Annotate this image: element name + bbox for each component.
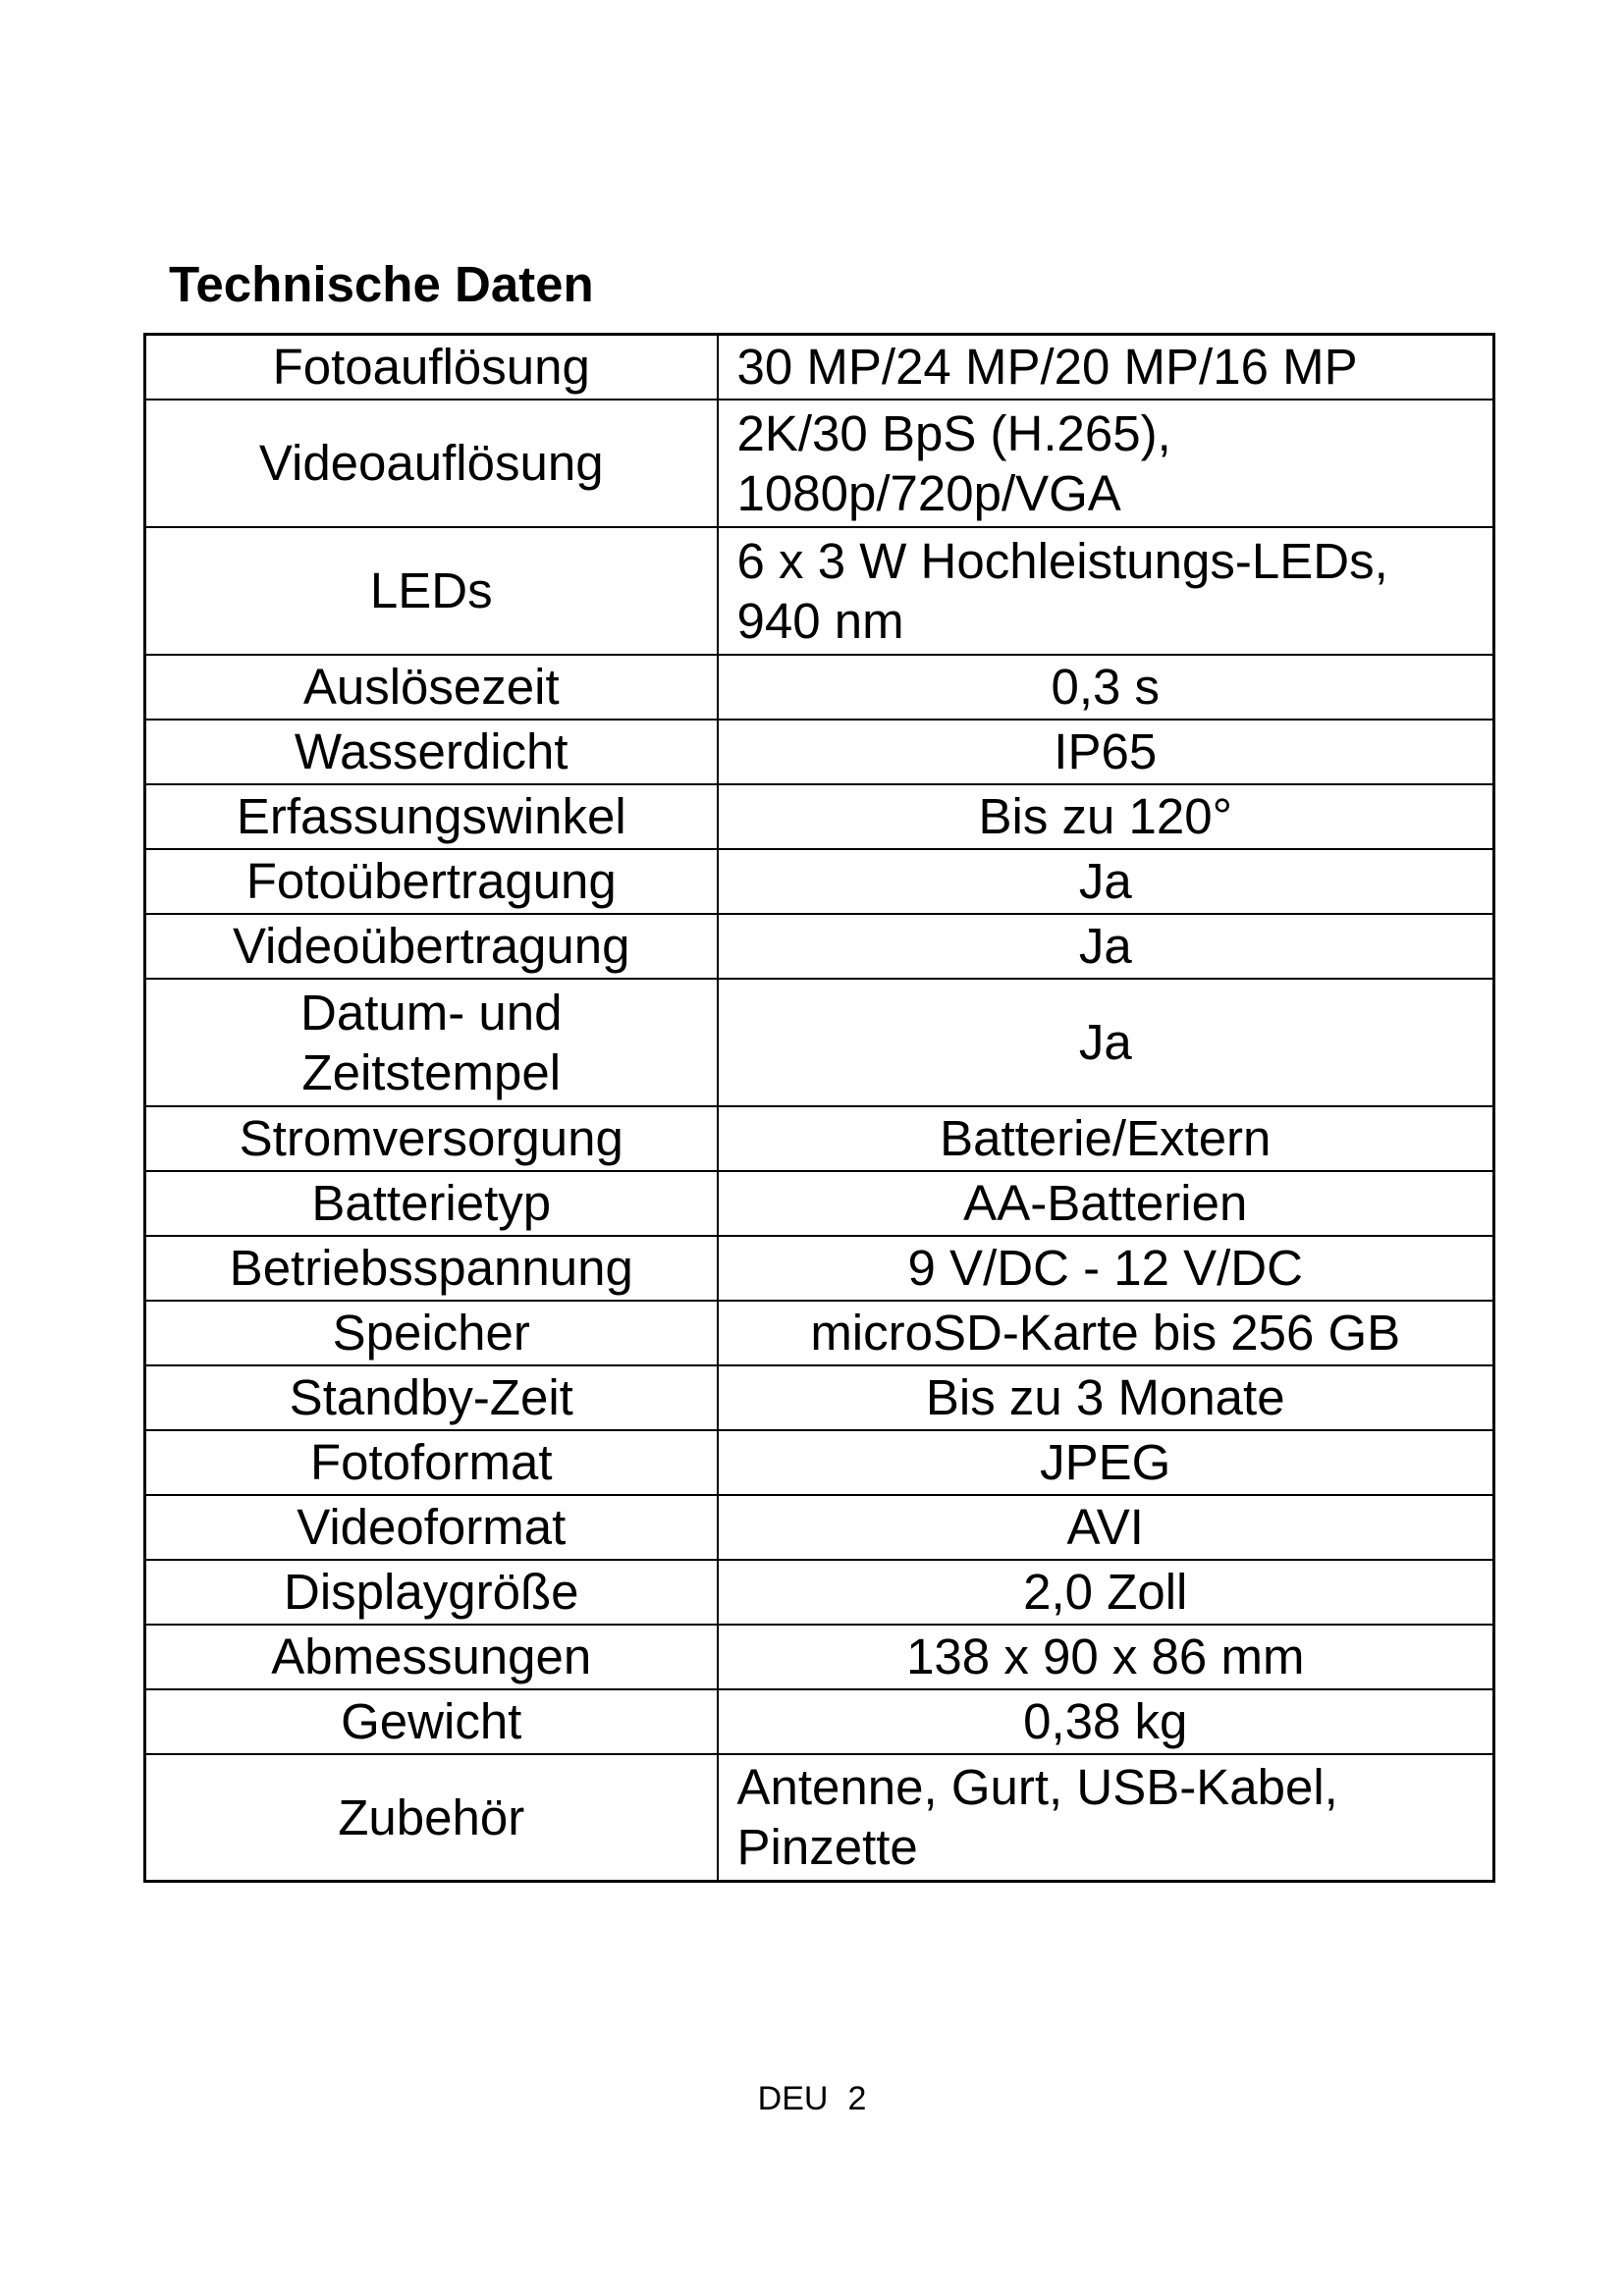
spec-value: AVI xyxy=(718,1495,1494,1560)
table-row xyxy=(145,1430,1494,1495)
spec-value: Ja xyxy=(718,979,1494,1106)
table-row xyxy=(145,1495,1494,1560)
table-row xyxy=(145,1689,1494,1754)
spec-label: Erfassungswinkel xyxy=(145,784,718,849)
spec-label: Abmessungen xyxy=(145,1625,718,1689)
spec-value: IP65 xyxy=(718,720,1494,784)
table-row xyxy=(145,1106,1494,1171)
table-row xyxy=(145,720,1494,784)
spec-value: Ja xyxy=(718,914,1494,979)
spec-label: Datum- und Zeitstempel xyxy=(145,979,718,1106)
spec-value: Batterie/Extern xyxy=(718,1106,1494,1171)
spec-label: Videoauflösung xyxy=(145,400,718,527)
spec-value: Bis zu 120° xyxy=(718,784,1494,849)
table-row xyxy=(145,1236,1494,1301)
spec-label: Batterietyp xyxy=(145,1171,718,1236)
spec-label: Videoformat xyxy=(145,1495,718,1560)
table-row xyxy=(145,979,1494,1106)
spec-label: Wasserdicht xyxy=(145,720,718,784)
spec-label: Stromversorgung xyxy=(145,1106,718,1171)
page-footer xyxy=(0,2079,1624,2118)
page-number: 2 xyxy=(847,2080,867,2117)
table-row xyxy=(145,335,1494,400)
spec-label: Betriebsspannung xyxy=(145,1236,718,1301)
table-row xyxy=(145,1301,1494,1365)
spec-value: Bis zu 3 Monate xyxy=(718,1365,1494,1430)
spec-label: Speicher xyxy=(145,1301,718,1365)
spec-value: Ja xyxy=(718,849,1494,914)
table-row xyxy=(145,1625,1494,1689)
spec-label: Auslösezeit xyxy=(145,655,718,720)
spec-label: LEDs xyxy=(145,527,718,655)
table-row xyxy=(145,527,1494,655)
spec-label: Gewicht xyxy=(145,1689,718,1754)
table-row xyxy=(145,400,1494,527)
spec-label: Displaygröße xyxy=(145,1560,718,1625)
spec-value: 2,0 Zoll xyxy=(718,1560,1494,1625)
spec-value: 0,38 kg xyxy=(718,1689,1494,1754)
spec-value: microSD-Karte bis 256 GB xyxy=(718,1301,1494,1365)
spec-value: 6 x 3 W Hochleistungs-LEDs, 940 nm xyxy=(718,527,1494,655)
table-row xyxy=(145,1754,1494,1882)
spec-table xyxy=(143,333,1495,1883)
spec-label: Fotoformat xyxy=(145,1430,718,1495)
spec-label: Fotoauflösung xyxy=(145,335,718,400)
spec-value: 9 V/DC - 12 V/DC xyxy=(718,1236,1494,1301)
spec-label: Fotoübertragung xyxy=(145,849,718,914)
table-row xyxy=(145,784,1494,849)
table-row xyxy=(145,1365,1494,1430)
spec-value: 2K/30 BpS (H.265), 1080p/720p/VGA xyxy=(718,400,1494,527)
table-row xyxy=(145,655,1494,720)
table-row xyxy=(145,1560,1494,1625)
spec-value: 0,3 s xyxy=(718,655,1494,720)
table-row xyxy=(145,849,1494,914)
footer-language: DEU xyxy=(757,2080,829,2117)
spec-label: Standby-Zeit xyxy=(145,1365,718,1430)
table-row xyxy=(145,1171,1494,1236)
spec-value: Antenne, Gurt, USB-Kabel, Pinzette xyxy=(718,1754,1494,1882)
spec-value: JPEG xyxy=(718,1430,1494,1495)
spec-label: Zubehör xyxy=(145,1754,718,1882)
spec-value: AA-Batterien xyxy=(718,1171,1494,1236)
spec-value: 138 x 90 x 86 mm xyxy=(718,1625,1494,1689)
spec-value: 30 MP/24 MP/20 MP/16 MP xyxy=(718,335,1494,400)
page-title: Technische Daten xyxy=(169,256,594,312)
table-row xyxy=(145,914,1494,979)
spec-label: Videoübertragung xyxy=(145,914,718,979)
